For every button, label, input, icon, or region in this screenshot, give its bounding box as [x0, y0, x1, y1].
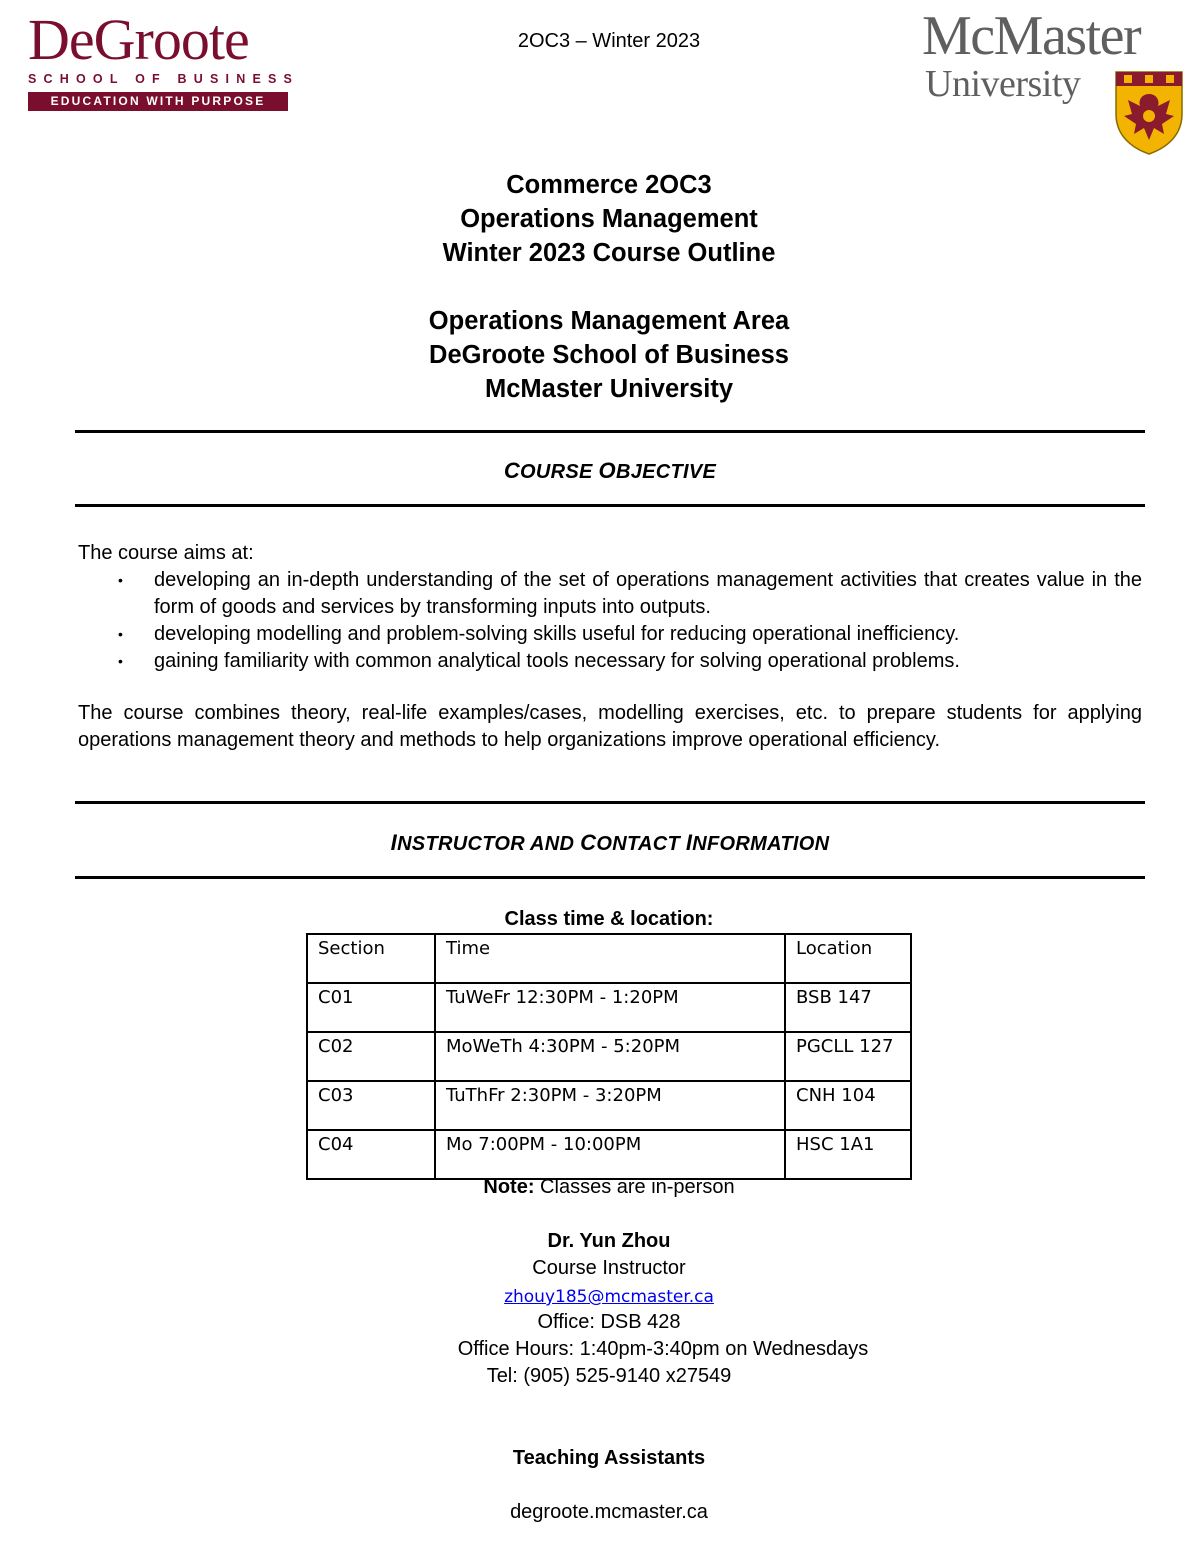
table-caption: Class time & location: — [504, 908, 714, 930]
note-label: Note: — [483, 1176, 535, 1198]
course-objective-heading: COURSE OBJECTIVE — [503, 458, 717, 483]
instructor-phone: Tel: (905) 525-9140 x27549 — [486, 1365, 732, 1387]
column-header-location: Location — [785, 934, 911, 983]
instructor-email-row — [0, 1285, 1200, 1308]
course-title-line: Operations Management — [460, 205, 758, 233]
class-note — [0, 1176, 1200, 1199]
column-header-section: Section — [307, 934, 435, 983]
office-location: Office: DSB 428 — [537, 1311, 681, 1333]
cell-location: CNH 104 — [785, 1081, 911, 1130]
cell-time: TuWeFr 12:30PM - 1:20PM — [435, 983, 785, 1032]
section-divider — [75, 430, 1145, 433]
degroote-logo-tagline: EDUCATION WITH PURPOSE — [28, 92, 288, 111]
department-line: DeGroote School of Business — [429, 341, 789, 369]
mcmaster-logo-subtitle: University — [925, 63, 1081, 105]
class-schedule-table — [306, 933, 912, 1180]
office-hours: Office Hours: 1:40pm-3:40pm on Wednesdays — [457, 1338, 869, 1360]
instructor-contact-heading: INSTRUCTOR AND CONTACT INFORMATION — [390, 830, 830, 855]
table-row — [307, 1032, 911, 1081]
table-header-row — [307, 934, 911, 983]
cell-time: TuThFr 2:30PM - 3:20PM — [435, 1081, 785, 1130]
section-divider — [75, 504, 1145, 507]
cell-section: C03 — [307, 1081, 435, 1130]
footer-url: degroote.mcmaster.ca — [510, 1501, 708, 1523]
cell-location: BSB 147 — [785, 983, 911, 1032]
course-title-line: Winter 2023 Course Outline — [442, 239, 776, 267]
list-item: • developing modelling and problem-solving skills useful for reducing operational inefficiency. — [78, 621, 1142, 648]
cell-time: Mo 7:00PM - 10:00PM — [435, 1130, 785, 1179]
table-row — [307, 1081, 911, 1130]
cell-location: HSC 1A1 — [785, 1130, 911, 1179]
objective-intro: The course aims at: — [78, 542, 254, 564]
mcmaster-crest-icon — [1114, 70, 1184, 161]
section-divider — [75, 876, 1145, 879]
course-title-line: Commerce 2OC3 — [506, 171, 712, 199]
teaching-assistants-heading: Teaching Assistants — [512, 1447, 706, 1469]
column-header-time: Time — [435, 934, 785, 983]
instructor-email-link[interactable]: zhouy185@mcmaster.ca — [504, 1287, 714, 1307]
degroote-logo-name: DeGroote — [28, 7, 249, 72]
cell-time: MoWeTh 4:30PM - 5:20PM — [435, 1032, 785, 1081]
degroote-logo-school: SCHOOL OF BUSINESS — [28, 72, 300, 86]
cell-location: PGCLL 127 — [785, 1032, 911, 1081]
mcmaster-logo-name: McMaster — [922, 5, 1141, 67]
cell-section: C01 — [307, 983, 435, 1032]
table-row — [307, 983, 911, 1032]
objective-list — [78, 540, 1142, 675]
table-row — [307, 1130, 911, 1179]
cell-section: C02 — [307, 1032, 435, 1081]
instructor-role: Course Instructor — [532, 1257, 686, 1279]
department-line: McMaster University — [484, 375, 733, 403]
cell-section: C04 — [307, 1130, 435, 1179]
list-item: • developing an in-depth understanding of the set of operations management activities that creates value in the form of goods and services by transforming inputs into outputs. — [78, 567, 1142, 621]
department-block — [0, 304, 1200, 406]
department-line: Operations Management Area — [428, 307, 790, 335]
degroote-logo — [28, 7, 300, 111]
instructor-name: Dr. Yun Zhou — [547, 1230, 671, 1252]
objective-paragraph: The course combines theory, real-life examples/cases, modelling exercises, etc. to prepare students for applying operations management theory and methods to help organizations improve operational efficiency. — [78, 702, 1142, 751]
section-divider — [75, 801, 1145, 804]
course-term-header: 2OC3 – Winter 2023 — [517, 30, 701, 52]
list-item: • gaining familiarity with common analytical tools necessary for solving operational problems. — [78, 648, 1142, 675]
note-text: Classes are in-person — [534, 1176, 735, 1198]
course-title — [0, 168, 1200, 270]
